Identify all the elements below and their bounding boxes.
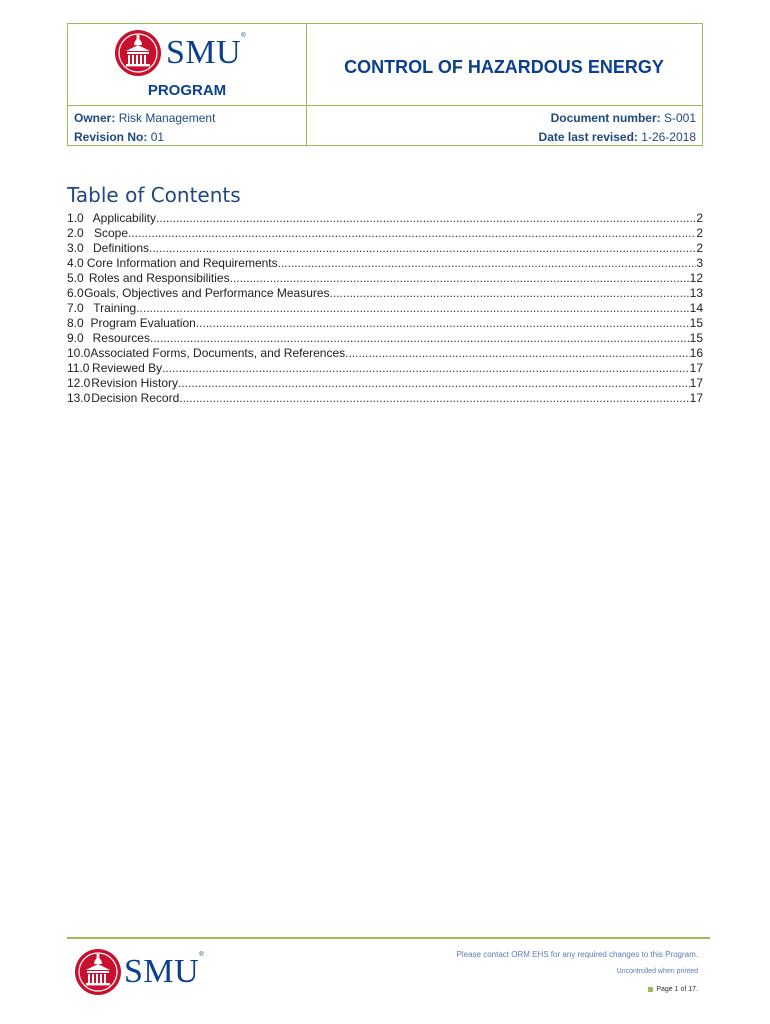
toc-entry-number: 12.0 xyxy=(67,376,91,390)
toc-entry-title: Training xyxy=(93,301,137,315)
revision-label: Revision No: xyxy=(74,130,148,144)
toc-entry-leader xyxy=(136,301,689,316)
toc-entry-number: 2.0 xyxy=(67,226,84,240)
registered-mark-icon: ® xyxy=(241,33,246,39)
toc-entry-leader xyxy=(156,211,696,226)
date-last-revised-label: Date last revised: xyxy=(538,130,638,144)
dallas-hall-seal-icon xyxy=(114,29,162,77)
smu-wordmark: SMU xyxy=(166,34,242,71)
toc-entry-title: Roles and Responsibilities xyxy=(88,271,230,285)
toc-entry-page: 2 xyxy=(696,211,703,225)
toc-entry-leader xyxy=(345,346,690,361)
smu-logo xyxy=(114,29,246,77)
toc-entry[interactable] xyxy=(67,271,703,286)
toc-entry-number: 3.0 xyxy=(67,241,84,255)
document-number-value: S-001 xyxy=(663,111,696,125)
toc-entry-page: 15 xyxy=(689,316,703,330)
toc-entry[interactable] xyxy=(67,226,703,241)
toc-entry[interactable] xyxy=(67,376,703,391)
page-bullet-icon xyxy=(648,987,653,992)
date-last-revised-value: 1-26-2018 xyxy=(641,130,696,144)
header-divider-vertical xyxy=(306,24,307,145)
toc-entry-title: Revision History xyxy=(91,376,178,390)
toc-entry-title: Goals, Objectives and Performance Measures xyxy=(84,286,330,300)
footer-smu-wordmark: SMU xyxy=(124,953,200,990)
toc-entry-title: Definitions xyxy=(92,241,150,255)
toc-entry[interactable] xyxy=(67,286,703,301)
program-label: PROGRAM xyxy=(147,82,227,99)
toc-heading: Table of Contents xyxy=(67,183,241,207)
footer-contact-note: Please contact ORM EHS for any required changes to this Program. xyxy=(456,950,698,959)
document-header xyxy=(67,23,703,146)
header-divider-horizontal xyxy=(68,105,702,106)
toc-entry-number: 1.0 xyxy=(67,211,84,225)
document-number-field xyxy=(551,111,696,125)
toc-entry-title: Associated Forms, Documents, and References xyxy=(90,346,346,360)
document-title: CONTROL OF HAZARDOUS ENERGY xyxy=(344,57,664,77)
table-of-contents xyxy=(67,211,703,406)
owner-label: Owner: xyxy=(74,111,116,125)
toc-entry-title: Program Evaluation xyxy=(90,316,196,330)
toc-entry-title: Scope xyxy=(93,226,129,240)
toc-entry-leader xyxy=(196,316,690,331)
toc-entry-title: Reviewed By xyxy=(92,361,163,375)
toc-entry-number: 9.0 xyxy=(67,331,84,345)
document-number-label: Document number: xyxy=(550,111,661,125)
toc-entry-number: 6.0 xyxy=(67,286,84,300)
toc-entry-leader xyxy=(128,226,696,241)
owner-field xyxy=(74,111,215,125)
toc-entry-page: 2 xyxy=(696,226,703,240)
toc-entry-number: 11.0 xyxy=(67,361,90,375)
toc-entry[interactable] xyxy=(67,391,703,406)
toc-entry-title: Decision Record xyxy=(91,391,180,405)
footer-page-indicator xyxy=(648,986,698,993)
toc-entry-leader xyxy=(149,241,696,256)
toc-entry-page: 17 xyxy=(689,391,703,405)
toc-entry-number: 4.0 xyxy=(67,256,84,270)
toc-entry-number: 7.0 xyxy=(67,301,84,315)
toc-entry[interactable] xyxy=(67,301,703,316)
toc-entry[interactable] xyxy=(67,316,703,331)
toc-entry-leader xyxy=(179,391,689,406)
toc-entry[interactable] xyxy=(67,211,703,226)
toc-entry-number: 8.0 xyxy=(67,316,84,330)
footer-divider xyxy=(67,937,710,939)
date-last-revised-field xyxy=(539,130,696,144)
toc-entry-leader xyxy=(150,331,690,346)
toc-entry-page: 12 xyxy=(689,271,703,285)
toc-entry-number: 10.0 xyxy=(67,346,91,360)
toc-entry-title: Core Information and Requirements xyxy=(86,256,278,270)
toc-entry-page: 16 xyxy=(689,346,703,360)
toc-entry-leader xyxy=(178,376,690,391)
toc-entry[interactable] xyxy=(67,331,703,346)
owner-value: Risk Management xyxy=(118,111,216,125)
dallas-hall-seal-icon xyxy=(74,948,122,996)
registered-mark-icon: ® xyxy=(199,952,204,958)
toc-entry[interactable] xyxy=(67,241,703,256)
toc-entry-leader xyxy=(278,256,697,271)
toc-entry-leader xyxy=(330,286,690,301)
toc-entry-page: 17 xyxy=(689,376,703,390)
toc-entry[interactable] xyxy=(67,346,703,361)
toc-entry-page: 14 xyxy=(689,301,703,315)
toc-entry-title: Applicability xyxy=(92,211,157,225)
toc-entry[interactable] xyxy=(67,361,703,376)
footer-uncontrolled-note: Uncontrolled when printed xyxy=(616,968,698,975)
page-number-label: Page 1 of 17. xyxy=(656,986,698,993)
toc-entry-number: 13.0 xyxy=(67,391,91,405)
toc-entry-leader xyxy=(162,361,690,376)
revision-field xyxy=(74,130,164,144)
toc-entry-page: 17 xyxy=(689,361,703,375)
revision-value: 01 xyxy=(150,130,165,144)
toc-entry-number: 5.0 xyxy=(67,271,84,285)
toc-entry-page: 2 xyxy=(696,241,703,255)
toc-entry-page: 3 xyxy=(696,256,703,270)
toc-entry-page: 15 xyxy=(689,331,703,345)
toc-entry-page: 13 xyxy=(689,286,703,300)
toc-entry-leader xyxy=(230,271,690,286)
toc-entry-title: Resources xyxy=(92,331,150,345)
footer-smu-logo xyxy=(74,948,204,996)
toc-entry[interactable] xyxy=(67,256,703,271)
